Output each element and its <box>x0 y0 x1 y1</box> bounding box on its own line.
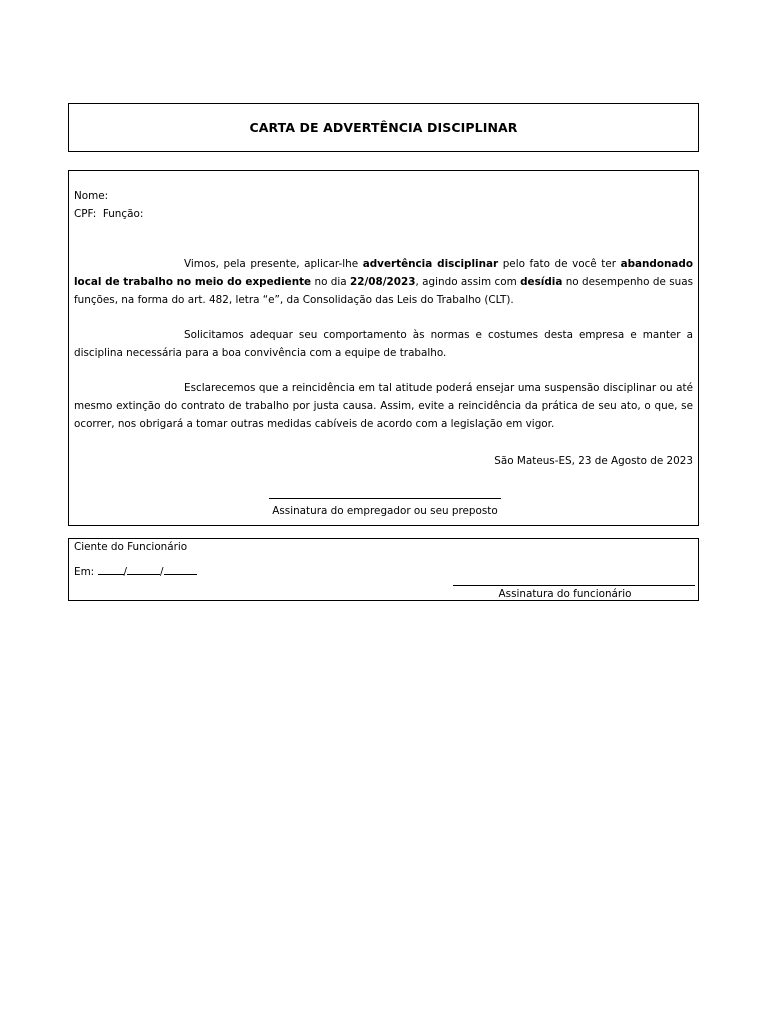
p1-bold-warning: advertência disciplinar <box>362 258 499 270</box>
cpf-label: CPF: <box>74 208 97 220</box>
letter-body-box <box>68 170 699 526</box>
function-label: Função: <box>102 208 144 220</box>
paragraph-warning <box>74 255 693 309</box>
p1-bold-date: 22/08/2023 <box>350 276 416 288</box>
date-separator-1: / <box>123 566 128 578</box>
date-year-blank <box>164 564 197 575</box>
employer-signature-label: Assinatura do empregador ou seu preposto <box>272 505 498 517</box>
p1-bold-reason: abandonado local de trabalho no meio do expediente <box>74 258 693 288</box>
p1-text-3: no dia <box>311 276 351 288</box>
acknowledgment-date-field <box>74 564 197 579</box>
p1-text-5: no desempenho de suas funções, na forma do art. 482, letra “e”, da Consolidação das Leis do Trabalho (CLT). <box>74 276 694 306</box>
p1-bold-desidia: desídia <box>520 276 563 288</box>
title-box <box>68 103 699 152</box>
cpf-function-field <box>74 205 693 223</box>
paragraph-request: Solicitamos adequar seu comportamento às normas e costumes desta empresa e manter a disciplina necessária para a boa convivência com a equipe de trabalho. <box>74 329 693 359</box>
employee-signature-label: Assinatura do funcionário <box>498 588 632 600</box>
date-month-blank <box>127 564 160 575</box>
p1-text-4: , agindo assim com <box>415 276 521 288</box>
p1-text-1: Vimos, pela presente, aplicar-lhe <box>184 258 363 270</box>
acknowledgment-title: Ciente do Funcionário <box>74 541 188 553</box>
employee-signature-block <box>435 574 695 601</box>
employer-signature-block <box>269 488 501 520</box>
employer-signature-line <box>269 488 501 499</box>
place-date: São Mateus-ES, 23 de Agosto de 2023 <box>494 455 693 467</box>
date-separator-2: / <box>160 566 164 578</box>
date-label: Em: <box>74 566 95 578</box>
name-field <box>74 187 693 205</box>
employee-signature-line <box>453 574 695 586</box>
name-label: Nome: <box>74 190 109 202</box>
date-day-blank <box>98 564 124 575</box>
acknowledgment-box <box>68 538 699 601</box>
document-title: CARTA DE ADVERTÊNCIA DISCIPLINAR <box>249 120 518 135</box>
paragraph-clarification: Esclarecemos que a reincidência em tal atitude poderá ensejar uma suspensão disciplinar ou até mesmo extinção do contrato de trabalho por justa causa. Assim, evite a reincidência da prática de seu ato, o que, se ocorrer, nos obrigará a tomar outras medidas cabíveis de acordo com a legislação em vigor. <box>74 382 693 430</box>
p1-text-2: pelo fato de você ter <box>498 258 621 270</box>
